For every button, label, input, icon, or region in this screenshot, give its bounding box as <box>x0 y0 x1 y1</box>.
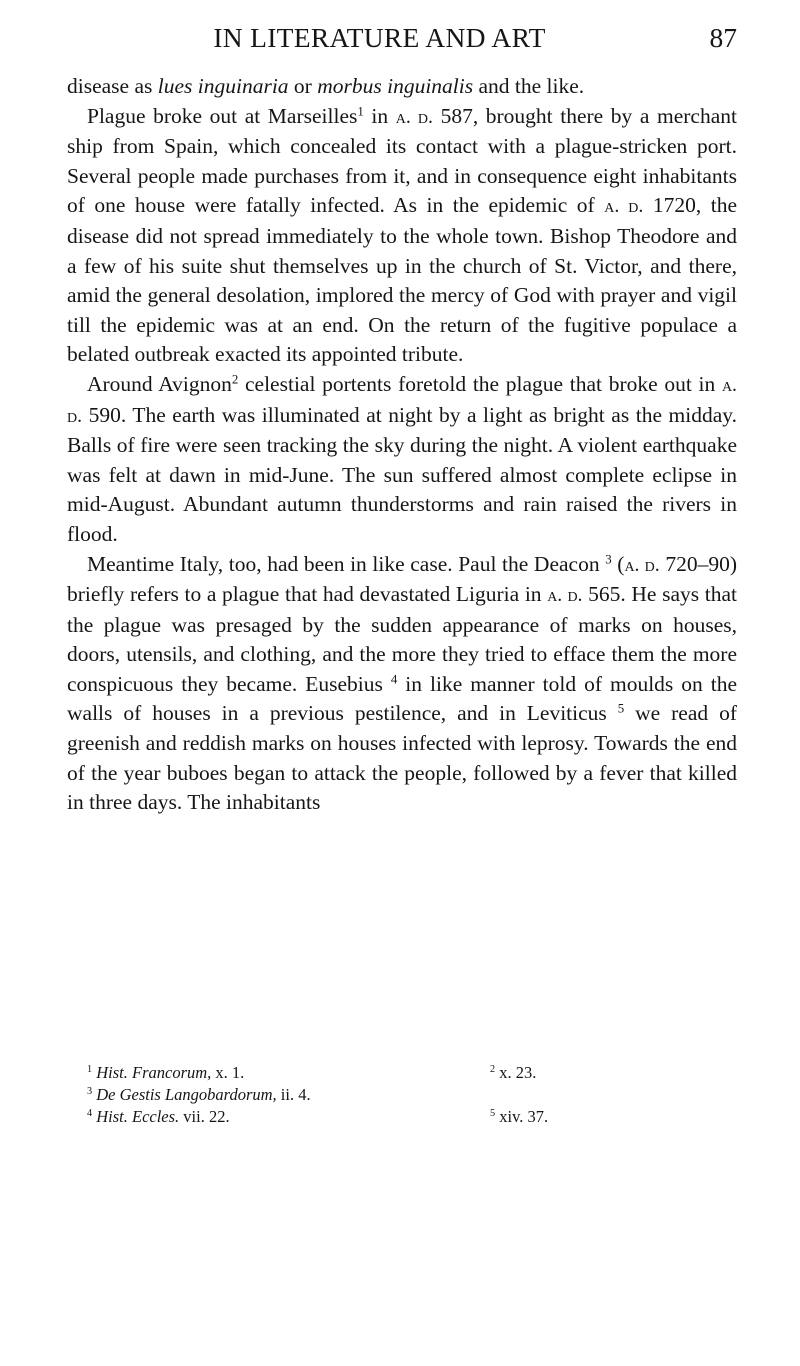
text-run: and the like. <box>473 74 585 98</box>
footnote-ref-2: 2 <box>231 372 239 387</box>
footnote-ref-5: 5 <box>617 701 625 716</box>
footnote-2 <box>490 1062 536 1084</box>
era-abbreviation: a. d. <box>395 105 433 128</box>
footnote-ref-4: 4 <box>390 672 398 687</box>
footnote-row <box>87 1106 737 1128</box>
footnote-source-title: De Gestis Langobardorum, <box>96 1085 277 1104</box>
footnote-reference: x. 1. <box>211 1063 245 1082</box>
footnote-ref-3: 3 <box>605 551 612 566</box>
footnote-source-title: Hist. Francorum, <box>96 1063 212 1082</box>
paragraph-1 <box>67 72 737 102</box>
text-run: celestial portents foretold the plague that broke out in <box>238 371 722 396</box>
text-run: 590. The earth was illuminated at night by a light as bright as the midday. Balls of fire were seen tracking the sky during the night. A violent earthquake was felt at dawn in mid-June. The sun suffered almost complete eclipse in mid-August. Abundant autumn thunderstorms and rain raised the rivers in flood. <box>67 402 737 546</box>
footnote-reference: x. 23. <box>495 1063 537 1082</box>
footnote-reference: xiv. 37. <box>495 1107 549 1126</box>
footnote-reference: vii. 22. <box>179 1107 230 1126</box>
era-abbreviation: a. d. <box>604 195 644 218</box>
footnote-number: 4 <box>87 1107 93 1119</box>
footnote-3 <box>87 1084 311 1106</box>
text-run: we read of greenish and reddish marks on houses infected with leprosy. Towards the end of the year buboes began to attack the people, followed by a fever that killed in three days. The inhabitants <box>67 701 737 815</box>
era-abbreviation: a. d. <box>547 584 583 607</box>
paragraph-3 <box>67 370 737 550</box>
footnotes <box>87 1062 737 1128</box>
text-run: disease as <box>67 74 158 98</box>
text-run: Meantime Italy, too, had been in like case. Paul the Deacon <box>87 551 606 576</box>
footnote-number: 2 <box>490 1063 496 1075</box>
text-run: 720–90) briefly refers to a plague that had devastated Liguria in <box>67 551 737 607</box>
footnote-row <box>87 1062 737 1084</box>
era-abbreviation: a. d. <box>624 553 660 576</box>
paragraph-2 <box>67 102 737 370</box>
footnote-source-title: Hist. Eccles. <box>96 1107 180 1126</box>
footnote-5 <box>490 1106 548 1128</box>
footnote-4 <box>87 1106 230 1128</box>
footnote-number: 5 <box>490 1107 496 1119</box>
body-text <box>67 72 737 818</box>
footnote-ref-1: 1 <box>357 103 364 118</box>
text-run: Around Avignon <box>87 371 232 396</box>
footnote-reference: ii. 4. <box>276 1085 311 1104</box>
paragraph-4 <box>67 550 737 818</box>
era-abbreviation: a. d. <box>67 373 737 427</box>
text-run: Plague broke out at Marseilles <box>87 103 358 128</box>
text-run: in <box>363 103 396 128</box>
latin-term-lues-inguinaria: lues inguinaria <box>157 74 289 98</box>
text-run: 1720, the disease did not spread immediately to the whole town. Bishop Theodore and a few of his suite shut themselves up in the church of St. Victor, and there, amid the general desolation, implored the mercy of God with prayer and vigil till the epidemic was at an end. On the return of the fugitive populace a belated outbreak exacted its appointed tribute. <box>67 193 737 367</box>
text-run: ( <box>611 551 625 576</box>
text-run: or <box>288 74 318 98</box>
text-run: 565. He says that the plague was presaged by the sudden appearance of marks on houses, doors, utensils, and clothing, and the more they tried to efface them the more conspicuous they became. Eusebius <box>67 582 737 696</box>
text-run: in like manner told of moulds on the walls of houses in a previous pestilence, and in Leviticus <box>67 671 737 726</box>
running-head <box>67 18 737 58</box>
latin-term-morbus-inguinalis: morbus inguinalis <box>317 74 474 98</box>
running-title: IN LITERATURE AND ART <box>213 22 546 53</box>
footnote-number: 1 <box>87 1063 93 1075</box>
page-number: 87 <box>709 22 737 53</box>
text-run: 587, brought there by a merchant ship from Spain, which concealed its contact with a plague-stricken port. Several people made purchases from it, and in consequence eight inhabitants of one house were fatally infected. As in the epidemic of <box>67 103 737 218</box>
footnote-number: 3 <box>87 1085 93 1097</box>
footnote-row <box>87 1084 737 1106</box>
footnote-1 <box>87 1062 244 1084</box>
